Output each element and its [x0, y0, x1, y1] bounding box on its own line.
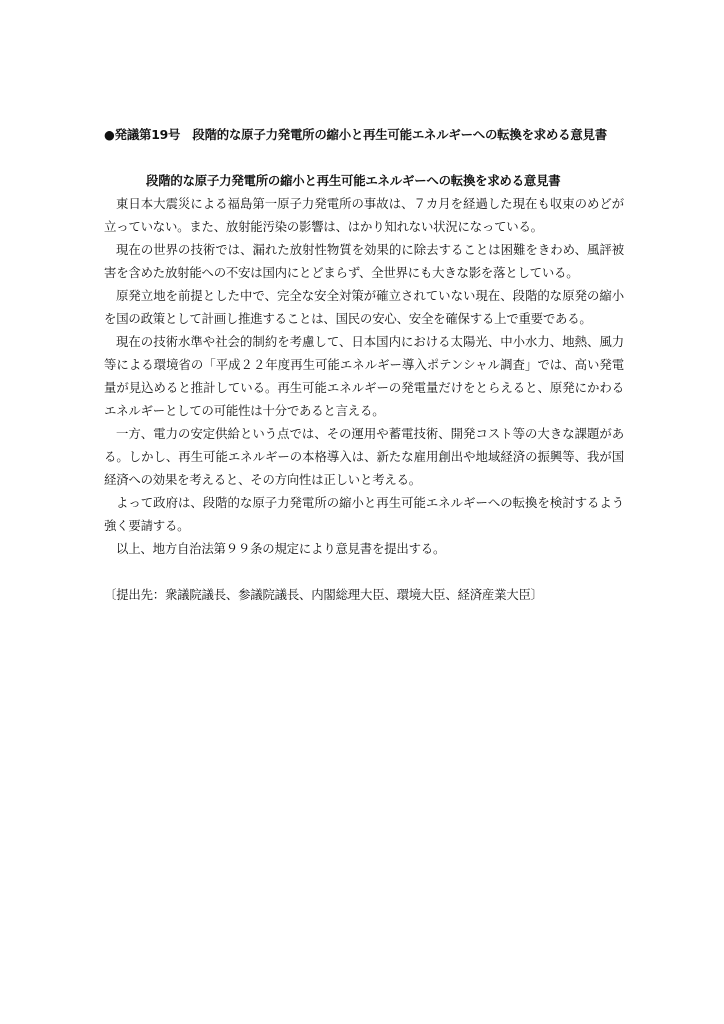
paragraph-2: 現在の世界の技術では、漏れた放射性物質を効果的に除去することは困難をきわめ、風評被害を含めた放射能への不安は国内にとどまらず、全世界にも大きな影を落としている。: [104, 242, 624, 280]
document-title: 段階的な原子力発電所の縮小と再生可能エネルギーへの転換を求める意見書: [146, 173, 561, 188]
resolution-heading: [104, 123, 624, 146]
bullet-icon: ●: [104, 127, 115, 142]
paragraph-3: 原発立地を前提とした中で、完全な安全対策が確立されていない現在、段階的な原発の縮小を国の政策として計画し推進することは、国民の安心、安全を確保する上で重要である。: [104, 288, 624, 326]
paragraph-5: 一方、電力の安定供給という点では、その運用や蓄電技術、開発コスト等の大きな課題がある。しかし、再生可能エネルギーの本格導入は、新たな雇用創出や地域経済の振興等、我が国経済への効果を考えると、その方向性は正しいと考える。: [104, 426, 624, 487]
spacer: [104, 560, 624, 583]
recipients-list: 〔提出先：衆議院議長、参議院議長、内閣総理大臣、環境大臣、経済産業大臣〕: [104, 587, 543, 602]
paragraph-6: よって政府は、段階的な原子力発電所の縮小と再生可能エネルギーへの転換を検討するよう強く要請する。: [104, 495, 624, 533]
paragraph-4: 現在の技術水準や社会的制約を考慮して、日本国内における太陽光、中小水力、地熱、風力等による環境省の「平成２２年度再生可能エネルギー導入ポテンシャル調査」では、高い発電量が見込めると推計している。再生可能エネルギーの発電量だけをとらえると、原発にかわるエネルギーとしての可能性は十分であると言える。: [104, 334, 624, 418]
resolution-heading-text: 発議第19号 段階的な原子力発電所の縮小と再生可能エネルギーへの転換を求める意見書: [114, 127, 607, 142]
spacer: [104, 146, 624, 169]
document-body: [104, 123, 624, 606]
paragraph-7: 以上、地方自治法第９９条の規定により意見書を提出する。: [116, 541, 446, 556]
paragraph-1: 東日本大震災による福島第一原子力発電所の事故は、７カ月を経過した現在も収束のめどが立っていない。また、放射能汚染の影響は、はかり知れない状況になっている。: [104, 196, 624, 234]
